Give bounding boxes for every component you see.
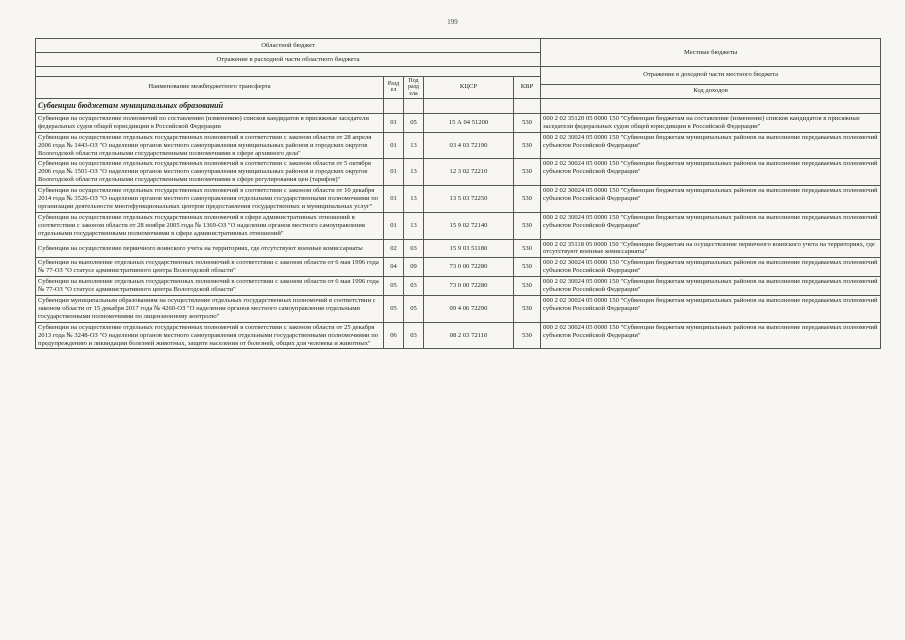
- razd-code: 01: [384, 186, 404, 213]
- kcsr-code: 12 3 02 72210: [424, 159, 514, 186]
- kcsr-code: 09 4 06 72290: [424, 296, 514, 323]
- header-col-razd: Разд ел: [384, 77, 404, 99]
- table-row: [36, 258, 881, 277]
- kvr-code: 530: [514, 296, 541, 323]
- income-code: 000 2 02 35118 05 0000 150 "Субвенции бюджетам на осуществление первичного воинского учета на территориях, где отсутствуют военные комиссариаты": [541, 239, 881, 258]
- kcsr-code: 03 4 03 72190: [424, 132, 514, 159]
- kcsr-code: 73 0 00 72280: [424, 258, 514, 277]
- table-row: [36, 186, 881, 213]
- table-row: [36, 132, 881, 159]
- razd-code: 06: [384, 322, 404, 349]
- budget-table: [35, 38, 881, 349]
- podr-code: 13: [404, 186, 424, 213]
- podr-code: 03: [404, 239, 424, 258]
- razd-code: 01: [384, 159, 404, 186]
- podr-code: 03: [404, 277, 424, 296]
- table-row: [36, 322, 881, 349]
- kvr-code: 530: [514, 186, 541, 213]
- income-code: 000 2 02 30024 05 0000 150 "Субвенции бюджетам муниципальных районов на выполнение передаваемых полномочий субъектов Российской Федерации": [541, 186, 881, 213]
- podr-code: 13: [404, 159, 424, 186]
- kvr-code: 530: [514, 239, 541, 258]
- header-row-1: [36, 39, 881, 53]
- income-code: 000 2 02 30024 05 0000 150 "Субвенции бюджетам муниципальных районов на выполнение передаваемых полномочий субъектов Российской Федерации": [541, 258, 881, 277]
- header-col-podr: Под разд ела: [404, 77, 424, 99]
- header-col-kcsr: КЦСР: [424, 77, 514, 99]
- income-code: 000 2 02 30024 05 0000 150 "Субвенции бюджетам муниципальных районов на выполнение передаваемых полномочий субъектов Российской Федерации": [541, 132, 881, 159]
- table-row: [36, 296, 881, 323]
- section-title: Субвенции бюджетам муниципальных образований: [36, 98, 384, 113]
- razd-code: 05: [384, 296, 404, 323]
- table-body: [36, 113, 881, 349]
- transfer-name: Субвенции на осуществление отдельных государственных полномочий в соответствии с законом области от 25 декабря 2013 года № 3248-ОЗ "О наделении органов местного самоуправления отдельными государственными полномочиями по предупреждению и ликвидации болезней животных, защите населения от болезней, общих для человека и животных": [36, 322, 384, 349]
- podr-code: 05: [404, 113, 424, 132]
- razd-code: 01: [384, 132, 404, 159]
- transfer-name: Субвенции муниципальным образованиям на осуществление отдельных государственных полномочий в соответствии с законом области от 15 декабря 2017 года № 4260-ОЗ "О наделении органов местного самоуправления отдельными государственными полномочиями по лицензионному контролю": [36, 296, 384, 323]
- podr-code: 13: [404, 212, 424, 239]
- header-col-kvr: КВР: [514, 77, 541, 99]
- header-local-budgets: Местные бюджеты: [541, 39, 881, 67]
- income-code: 000 2 02 35120 05 0000 150 "Субвенции бюджетам на составление (изменение) списков кандидатов в присяжные заседатели федеральных судов общей юрисдикции в Российской Федерации": [541, 113, 881, 132]
- table-row: [36, 113, 881, 132]
- transfer-name: Субвенции на осуществление отдельных государственных полномочий в соответствии с законом области от 5 октября 2006 года № 1501-ОЗ "О наделении органов местного самоуправления муниципальных районов и городских округов Вологодской области отдельными государственными полномочиями в сфере регулирования цен (тарифов)": [36, 159, 384, 186]
- header-reflection-regional: Отражение в расходной части областного бюджета: [36, 53, 541, 67]
- income-code: 000 2 02 30024 05 0000 150 "Субвенции бюджетам муниципальных районов на выполнение передаваемых полномочий субъектов Российской Федерации": [541, 296, 881, 323]
- page-number: 199: [447, 18, 458, 26]
- section-row: [36, 98, 881, 113]
- income-code: 000 2 02 30024 05 0000 150 "Субвенции бюджетам муниципальных районов на выполнение передаваемых полномочий субъектов Российской Федерации": [541, 212, 881, 239]
- income-code: 000 2 02 30024 05 0000 150 "Субвенции бюджетам муниципальных районов на выполнение передаваемых полномочий субъектов Российской Федерации": [541, 277, 881, 296]
- table-row: [36, 277, 881, 296]
- header-blank: [36, 67, 541, 77]
- transfer-name: Субвенции на осуществление полномочий по составлению (изменению) списков кандидатов в присяжные заседатели федеральных судов общей юрисдикции в Российской Федерации: [36, 113, 384, 132]
- header-col-kod: Код доходов: [541, 84, 881, 98]
- header-regional-budget: Областной бюджет: [36, 39, 541, 53]
- kvr-code: 530: [514, 258, 541, 277]
- razd-code: 01: [384, 113, 404, 132]
- header-col-name: Наименование межбюджетного трансферта: [36, 77, 384, 99]
- razd-code: 05: [384, 277, 404, 296]
- income-code: 000 2 02 30024 05 0000 150 "Субвенции бюджетам муниципальных районов на выполнение передаваемых полномочий субъектов Российской Федерации": [541, 159, 881, 186]
- kvr-code: 530: [514, 113, 541, 132]
- kvr-code: 530: [514, 277, 541, 296]
- table-row: [36, 159, 881, 186]
- kcsr-code: 15 9 02 72140: [424, 212, 514, 239]
- transfer-name: Субвенции на выполнение отдельных государственных полномочий в соответствии с законом области от 6 мая 1996 года № 77-ОЗ "О статусе административного центра Вологодской области": [36, 258, 384, 277]
- kcsr-code: 15 9 03 51180: [424, 239, 514, 258]
- income-code: 000 2 02 30024 05 0000 150 "Субвенции бюджетам муниципальных районов на выполнение передаваемых полномочий субъектов Российской Федерации": [541, 322, 881, 349]
- razd-code: 04: [384, 258, 404, 277]
- transfer-name: Субвенции на осуществление первичного воинского учета на территориях, где отсутствуют военные комиссариаты: [36, 239, 384, 258]
- transfer-name: Субвенции на осуществление отдельных государственных полномочий в соответствии с законом области от 10 декабря 2014 года № 3526-ОЗ "О наделении органов местного самоуправления отдельными государственными полномочиями по организации деятельности многофункциональных центров предоставления государственных и муниципальных услуг": [36, 186, 384, 213]
- kcsr-code: 73 0 00 72280: [424, 277, 514, 296]
- kvr-code: 530: [514, 322, 541, 349]
- podr-code: 13: [404, 132, 424, 159]
- table-row: [36, 239, 881, 258]
- kcsr-code: 08 2 03 72110: [424, 322, 514, 349]
- kcsr-code: 13 5 03 72250: [424, 186, 514, 213]
- kvr-code: 530: [514, 159, 541, 186]
- header-row-3: [36, 67, 881, 77]
- kvr-code: 530: [514, 132, 541, 159]
- transfer-name: Субвенции на осуществление отдельных государственных полномочий в соответствии с законом области от 28 апреля 2006 года № 1443-ОЗ "О наделении органов местного самоуправления муниципальных районов и городских округов Вологодской области отдельными государственными полномочиями в сфере архивного дела": [36, 132, 384, 159]
- razd-code: 02: [384, 239, 404, 258]
- kvr-code: 530: [514, 212, 541, 239]
- transfer-name: Субвенции на осуществление отдельных государственных полномочий в сфере административных отношений в соответствии с законом области от 28 ноября 2005 года № 1369-ОЗ "О наделении органов местного самоуправления отдельными государственными полномочиями в сфере административных отношений": [36, 212, 384, 239]
- transfer-name: Субвенции на выполнение отдельных государственных полномочий в соответствии с законом области от 6 мая 1996 года № 77-ОЗ "О статусе административного центра Вологодской области": [36, 277, 384, 296]
- podr-code: 03: [404, 322, 424, 349]
- podr-code: 09: [404, 258, 424, 277]
- kcsr-code: 15 А 04 51200: [424, 113, 514, 132]
- header-reflection-local: Отражение в доходной части местного бюджета: [541, 67, 881, 85]
- podr-code: 05: [404, 296, 424, 323]
- razd-code: 01: [384, 212, 404, 239]
- table-row: [36, 212, 881, 239]
